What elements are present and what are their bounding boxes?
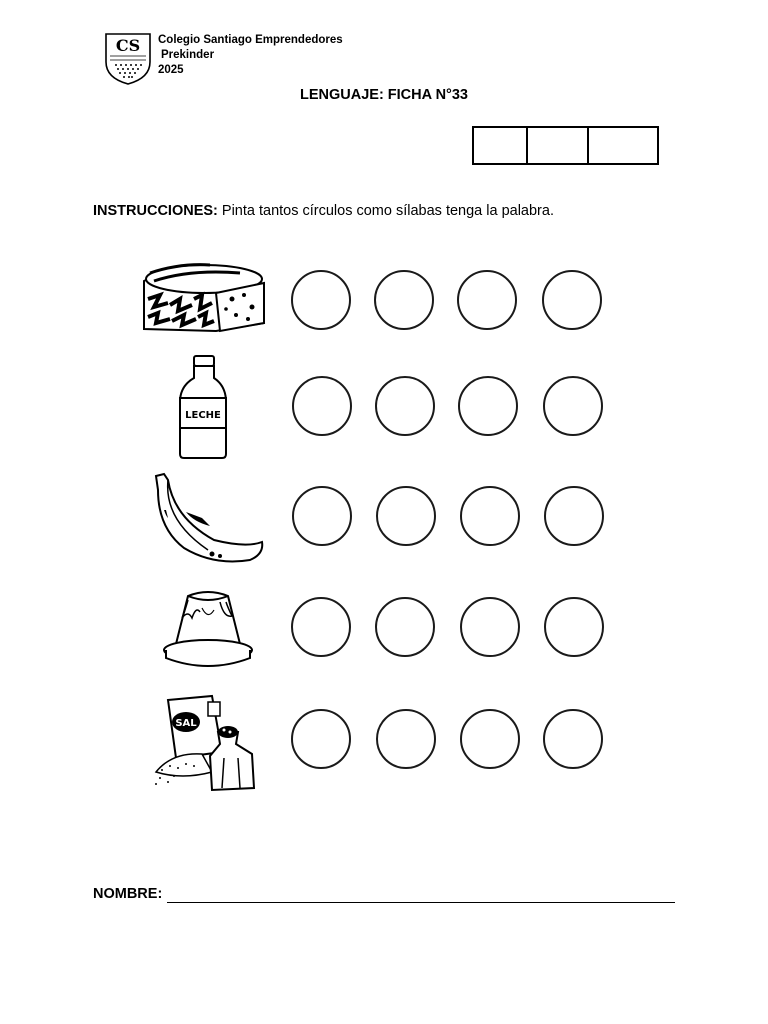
name-label: NOMBRE:	[93, 886, 163, 902]
syllable-circle[interactable]	[544, 597, 604, 657]
syllable-circle[interactable]	[292, 376, 352, 436]
svg-text:SAL: SAL	[175, 718, 197, 729]
syllable-circle[interactable]	[460, 709, 520, 769]
svg-text:CS: CS	[115, 36, 141, 55]
exercise-row-flan	[0, 582, 768, 692]
syllable-circle[interactable]	[374, 270, 434, 330]
instructions-text: Pinta tantos círculos como sílabas tenga la palabra.	[217, 203, 554, 219]
exercise-row-salt	[0, 690, 768, 800]
syllable-circle[interactable]	[375, 376, 435, 436]
banana-icon	[150, 470, 268, 570]
page-title: LENGUAJE: FICHA N°33	[299, 87, 468, 103]
grade-box-2[interactable]	[527, 127, 588, 164]
syllable-circle[interactable]	[457, 270, 517, 330]
school-name: Colegio Santiago Emprendedores	[158, 34, 343, 46]
syllable-circle[interactable]	[543, 376, 603, 436]
cheese-icon	[140, 259, 268, 335]
exercise-row-banana	[0, 466, 768, 576]
school-level: Prekinder	[161, 49, 215, 61]
syllable-circle[interactable]	[376, 486, 436, 546]
instructions	[93, 203, 554, 219]
grade-boxes	[472, 126, 659, 165]
exercise-row-cheese	[0, 255, 768, 365]
school-logo-icon	[104, 32, 152, 86]
syllable-circle[interactable]	[291, 597, 351, 657]
name-input-line[interactable]	[167, 902, 675, 903]
syllable-circle[interactable]	[544, 486, 604, 546]
exercise-row-milk	[0, 354, 768, 464]
syllable-circle[interactable]	[542, 270, 602, 330]
syllable-circle[interactable]	[375, 597, 435, 657]
instructions-label: INSTRUCCIONES:	[93, 203, 218, 219]
syllable-circle[interactable]	[460, 597, 520, 657]
syllable-circle[interactable]	[291, 709, 351, 769]
flan-icon	[162, 588, 254, 670]
syllable-circle[interactable]	[460, 486, 520, 546]
school-year: 2025	[158, 64, 184, 76]
svg-text:LECHE: LECHE	[185, 410, 221, 421]
syllable-circle[interactable]	[292, 486, 352, 546]
school-header	[158, 33, 343, 78]
syllable-circle[interactable]	[291, 270, 351, 330]
grade-box-3[interactable]	[588, 127, 658, 164]
syllable-circle[interactable]	[543, 709, 603, 769]
salt-bag-icon	[152, 692, 258, 796]
milk-bottle-icon	[170, 354, 236, 462]
syllable-circle[interactable]	[376, 709, 436, 769]
grade-box-1[interactable]	[473, 127, 527, 164]
syllable-circle[interactable]	[458, 376, 518, 436]
